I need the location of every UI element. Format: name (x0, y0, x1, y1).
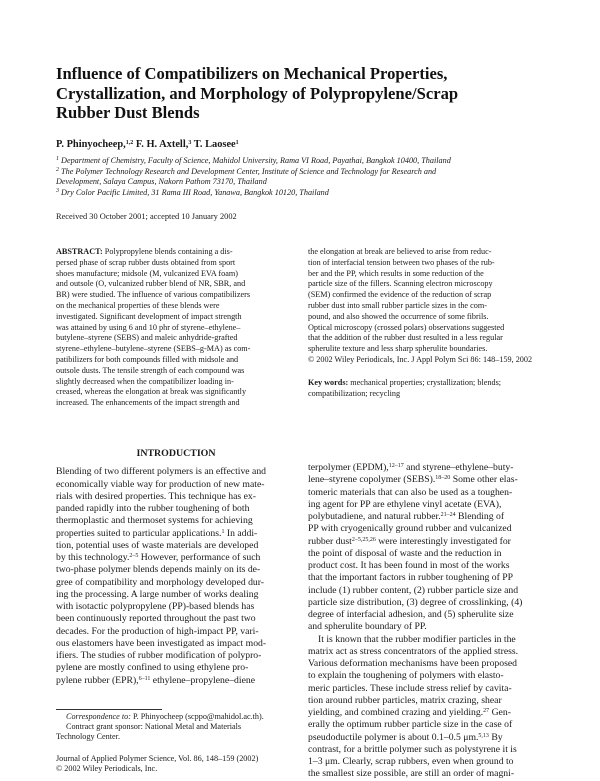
abstract-line: butylene–styrene (SEBS) and maleic anhydride-grafted (56, 333, 238, 343)
abstract-line: creased, whereas the elongation at break was significantly (56, 387, 247, 397)
abstract-line: on the mechanical properties of these blends were (56, 300, 220, 310)
body-text: particle size distribution, (3) degree of crosslinking, (4) (308, 596, 523, 608)
body-text-line (56, 601, 296, 613)
body-text: rubber dust (308, 535, 352, 547)
abstract-line: Optical microscopy (crossed polars) observations suggested (308, 322, 505, 332)
abstract-line: styrene–ethylene–butylene–styrene (SEBS–g-MA) as com- (56, 344, 251, 354)
correspondence-label: Correspondence to: (66, 712, 131, 721)
body-text-line (56, 638, 296, 650)
body-text: In addi- (224, 527, 258, 539)
title-line: Influence of Compatibilizers on Mechanical Properties, (56, 64, 448, 83)
body-text: tomeric materials that can also be used as a toughen- (308, 486, 513, 498)
abstract-line: shoes manufacture; midsole (M, vulcanized EVA foam) (56, 268, 238, 278)
body-text: terpolymer (EPDM), (308, 462, 389, 473)
correspondence-text: P. Phinyocheep (scppo@mahidol.ac.th). (130, 712, 264, 721)
body-text: By (488, 731, 503, 743)
body-text-line (56, 515, 296, 527)
body-text: include (1) rubber content, (2) rubber particle size and (308, 584, 519, 596)
abstract-line: the elongation at break are believed to arise from reduc- (308, 247, 492, 256)
body-text-line (308, 658, 554, 670)
citation-ref: 1 (221, 528, 225, 535)
body-text-line (308, 695, 554, 707)
abstract-line: increased. The enhancements of the impact strength and (56, 398, 240, 408)
article-title (56, 64, 556, 123)
body-text: PP with cryogenically ground rubber and vulcanized (308, 523, 512, 535)
body-text-line (308, 511, 554, 523)
body-text: gree of compatibility and morphology developed dur- (56, 576, 265, 588)
body-text-line (308, 634, 554, 646)
abstract-line: persed phase of scrap rubber dusts obtained from sport (56, 257, 236, 267)
body-text: economically viable way for production of new mate- (56, 478, 265, 490)
body-text: However, performance of such (138, 552, 261, 563)
body-text-line (56, 479, 296, 491)
body-text: pylene rubber (EPR), (56, 674, 139, 686)
body-text-line (308, 572, 554, 584)
author-name: F. H. Axtell, (133, 139, 189, 150)
section-heading: INTRODUCTION (136, 448, 216, 459)
body-text: ethylene–propylene–diene (150, 674, 256, 686)
body-text: pseudoductile polymer is about 0.1–0.5 μm. (308, 731, 479, 743)
abstract-line: outsole dusts. The tensile strength of each compound was (56, 365, 245, 375)
body-text: degree of interfacial adhesion, and (5) spherulite size (308, 609, 514, 620)
author-name: P. Phinyocheep, (56, 139, 126, 150)
body-text: and spherulite boundary of PP. (308, 621, 427, 633)
body-text-line (56, 662, 296, 674)
body-text-line (56, 528, 296, 540)
body-text: ing the processing. A large number of works dealing (56, 588, 259, 600)
body-text: ous elastomers have been investigated as impact mod- (56, 637, 267, 649)
abstract-line: patibilizers for both compounds filled with midsole and (56, 354, 239, 364)
body-text-line (308, 756, 554, 768)
abstract-line: (SEM) confirmed the evidence of the reduction of scrap (308, 290, 492, 300)
abstract-label: ABSTRACT: (56, 247, 103, 256)
keywords-text: mechanical properties; crystallization; blends; (348, 377, 502, 387)
body-text-line (308, 487, 554, 499)
body-text-line (308, 597, 554, 609)
body-text-line (308, 719, 554, 731)
body-text-line (308, 462, 554, 474)
body-text: erally the optimum rubber particle size in the case of (308, 719, 513, 731)
grant-line: Technology Center. (56, 732, 120, 742)
author-affiliation-mark: 1 (235, 140, 239, 146)
body-text: ifiers. The studies of rubber modification of polypro- (56, 650, 262, 661)
footnote-rule (56, 709, 162, 710)
body-text: 1–3 μm. Clearly, scrap rubbers, even when ground to (308, 756, 514, 767)
abstract-line: investigated. Significant development of impact strength (56, 311, 242, 321)
body-text: thermoplastic and thermoset systems for achieving (56, 515, 253, 527)
abstract-line: © 2002 Wiley Periodicals, Inc. J Appl Polym Sci 86: 148–159, 2002 (308, 354, 533, 364)
body-text: properties suited to particular applications. (56, 527, 222, 539)
citation-ref: 5,13 (478, 732, 489, 739)
journal-citation: Journal of Applied Polymer Science, Vol. 86, 148–159 (2002) (56, 753, 259, 763)
body-text-line (56, 552, 296, 564)
author-name: T. Laosee (191, 139, 236, 150)
abstract-line: BR) were studied. The influence of various compatibilizers (56, 290, 251, 300)
affiliation-line: $^1$ Department of Chemistry, Faculty of Science, Mahidol University, Rama VI Road, Payathai, Bangkok 10400, Thailand (56, 156, 451, 165)
body-text-line (308, 585, 554, 597)
citation-ref: 2–5,25,26 (351, 536, 376, 543)
citation-ref: 12–17 (388, 463, 404, 469)
abstract-line: was attained by using 6 and 10 phr of styrene–ethylene– (56, 322, 241, 332)
affiliations (56, 156, 576, 198)
citation-ref: 18–20 (435, 475, 451, 482)
body-right-column (308, 462, 554, 781)
body-text: been continuously reported throughout the past two (56, 613, 256, 625)
author-list (56, 139, 239, 150)
abstract-left-column (56, 247, 296, 409)
body-text: product cost. It has been found in most of the works (308, 560, 510, 571)
title-line: Crystallization, and Morphology of Polypropylene/Scrap (56, 83, 459, 103)
body-text-line (56, 675, 296, 687)
abstract-line: particle size of the fillers. Scanning electron microscopy (308, 279, 493, 289)
author-affiliation-mark: 1,2 (125, 140, 134, 146)
body-text-line (56, 491, 296, 503)
abstract-line: pound, and also showed the occurrence of some fibrils. (308, 311, 489, 321)
body-left-column (56, 448, 296, 687)
citation-ref: 2–5 (129, 553, 139, 559)
grant-line: Contract grant sponsor: National Metal and Materials (66, 722, 242, 732)
body-text: Blending of two different polymers is an effective and (56, 466, 267, 478)
journal-copyright: © 2002 Wiley Periodicals, Inc. (56, 763, 158, 773)
body-text: Some other elas- (450, 474, 518, 486)
abstract-line: that the addition of the rubber dust resulted in a less regular (308, 333, 503, 343)
body-text-line (308, 768, 554, 780)
body-text-line (308, 646, 554, 658)
citation-ref: 6–11 (138, 675, 151, 682)
abstract-line: slightly decreased when the compatibilizer loading in- (56, 376, 234, 386)
abstract-line: ABSTRACT: Polypropylene blends containing a dis- (56, 247, 233, 256)
body-text: Gen- (489, 707, 511, 718)
body-text: that the important factors in rubber toughening of PP (308, 572, 514, 584)
abstract-line: ber and the PP, which results in some reduction of the (308, 268, 484, 278)
body-text-line (308, 670, 554, 682)
body-text-line (308, 609, 554, 621)
body-text: tion around rubber particles, matrix crazing, shear (308, 694, 502, 706)
body-text: panded rapidly into the rubber toughening of both (56, 503, 250, 514)
keywords-line (308, 378, 554, 389)
body-text: and styrene–ethylene–buty- (403, 462, 514, 473)
body-text-line (308, 707, 554, 719)
body-text: the smallest size possible, are still an order of magni- (308, 768, 515, 780)
body-text: meric particles. These include stress relief by cavita- (308, 682, 512, 694)
body-text: with isotactic polypropylene (PP)-based blends has (56, 601, 255, 612)
abstract-right-column (308, 247, 554, 399)
abstract-line: spherulite texture and less sharp spherulite boundaries. (308, 344, 488, 354)
abstract-line: and outsole (O, vulcanized rubber blend of NR, SBR, and (56, 279, 246, 289)
body-text-line (308, 523, 554, 535)
body-text: lene–styrene copolymer (SEBS). (308, 474, 436, 486)
body-text-line (56, 564, 296, 576)
footnotes (56, 712, 296, 774)
body-text-line (56, 577, 296, 589)
body-text-line (56, 650, 296, 662)
body-text-line (56, 503, 296, 515)
body-text-line (308, 683, 554, 695)
body-text: polybutadiene, and natural rubber. (308, 511, 441, 522)
abstract-line: tion of interfacial tension between two phases of the rub- (308, 257, 495, 267)
body-text: to explain the toughening of polymers with elasto- (308, 670, 504, 682)
body-text-line (308, 548, 554, 560)
body-text-line (308, 744, 554, 756)
body-text-line (56, 626, 296, 638)
author-affiliation-mark: 3 (188, 140, 192, 146)
body-text-line (308, 474, 554, 486)
body-text-line (308, 560, 554, 572)
title-line: Rubber Dust Blends (56, 103, 200, 122)
citation-ref: 21–24 (440, 512, 456, 518)
correspondence-line (56, 712, 296, 722)
body-text: by this technology. (56, 552, 130, 563)
body-text-line (56, 466, 296, 478)
abstract-line: rubber dust into small rubber particle sizes in the com- (308, 300, 487, 310)
body-text-line (308, 536, 554, 548)
body-text: were interestingly investigated for (375, 535, 511, 547)
body-text-line (56, 613, 296, 625)
body-text: tion, potential uses of waste materials are developed (56, 539, 259, 551)
affiliation-line: $^2$ The Polymer Technology Research and Development Center, Institute of Science and Technology for Research and (56, 166, 437, 176)
citation-ref: 27 (483, 708, 490, 714)
body-text: yielding, and combined crazing and yielding. (308, 707, 484, 718)
body-text-line (308, 732, 554, 744)
body-text: matrix act as stress concentrators of the applied stress. (308, 645, 519, 657)
body-text: ing agent for PP are ethylene vinyl acetate (EVA), (308, 498, 502, 510)
keywords-label: Key words: (308, 377, 349, 387)
body-text-line (308, 499, 554, 511)
body-text: pylene are mostly confined to using ethylene pro- (56, 662, 249, 674)
affiliation-line: Development, Salaya Campus, Nakorn Pathom 73170, Thailand (56, 177, 267, 186)
body-text: Various deformation mechanisms have been proposed (308, 658, 518, 669)
body-text: Blending of (455, 511, 505, 522)
received-dates: Received 30 October 2001; accepted 10 January 2002 (56, 212, 237, 221)
keywords-line: compatibilization; recycling (308, 388, 401, 398)
body-text-line (56, 589, 296, 601)
body-text: the point of disposal of waste and the reduction in (308, 547, 502, 559)
affiliation-line: $^3$ Dry Color Pacific Limited, 31 Rama III Road, Yanawa, Bangkok 10120, Thailand (56, 187, 329, 197)
body-text: contrast, for a brittle polymer such as polystyrene it is (308, 743, 517, 755)
body-text-line (308, 621, 554, 633)
body-text: rials with desired properties. This technique has ex- (56, 490, 256, 502)
body-text: It is known that the rubber modifier particles in the (318, 633, 516, 645)
body-text: decades. For the production of high-impact PP, vari- (56, 625, 259, 637)
body-text-line (56, 540, 296, 552)
body-text: two-phase polymer blends depends mainly on its de- (56, 564, 261, 576)
